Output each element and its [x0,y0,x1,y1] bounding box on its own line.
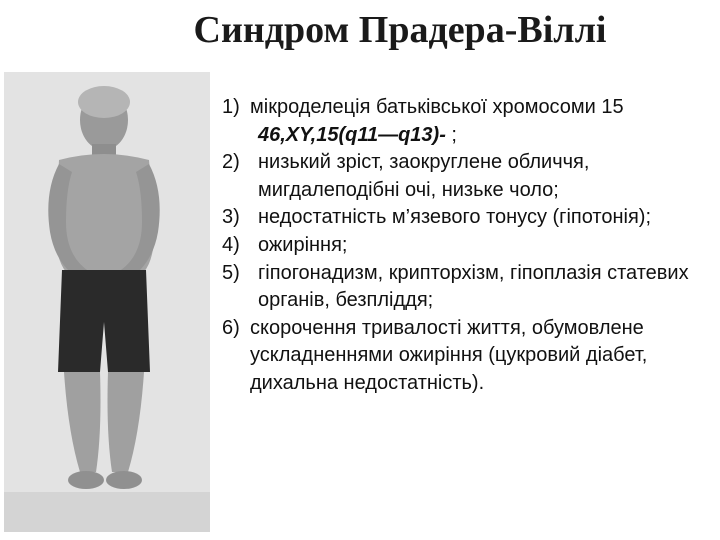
list-item [222,315,712,398]
slide-title: Синдром Прадера-Віллі [193,9,607,51]
item-number: 6) [222,316,240,339]
list-item [222,149,712,204]
item-text: скорочення тривалості життя, обумовлене ускладненнями ожиріння (цукровий діабет, дихальна недостатність). [250,316,648,394]
symptom-list [222,94,712,398]
list-item [222,94,712,149]
item-text: ожиріння; [258,233,348,256]
item-number: 1) [222,96,240,118]
karyotype-formula: 46,XY,15(q11—q13)- [258,123,446,146]
list-item [222,232,712,260]
item-number: 5) [222,261,240,284]
item-text: гіпогонадизм, крипторхізм, гіпоплазія статевих органів, безпліддя; [258,261,689,312]
item-text: низький зріст, заокруглене обличчя, мигдалеподібні очі, низьке чоло; [258,151,590,201]
list-item [222,260,712,315]
list-item [222,204,712,232]
item-text: мікроделеція батьківської хромосоми 15 46,XY,15(q11—q13)- ; [250,96,624,146]
item-number: 3) [222,206,240,229]
item-text: недостатність м’язевого тонусу (гіпотонія); [258,206,652,229]
item-number: 4) [222,233,240,256]
patient-photo [4,72,210,532]
item-number: 2) [222,151,240,174]
